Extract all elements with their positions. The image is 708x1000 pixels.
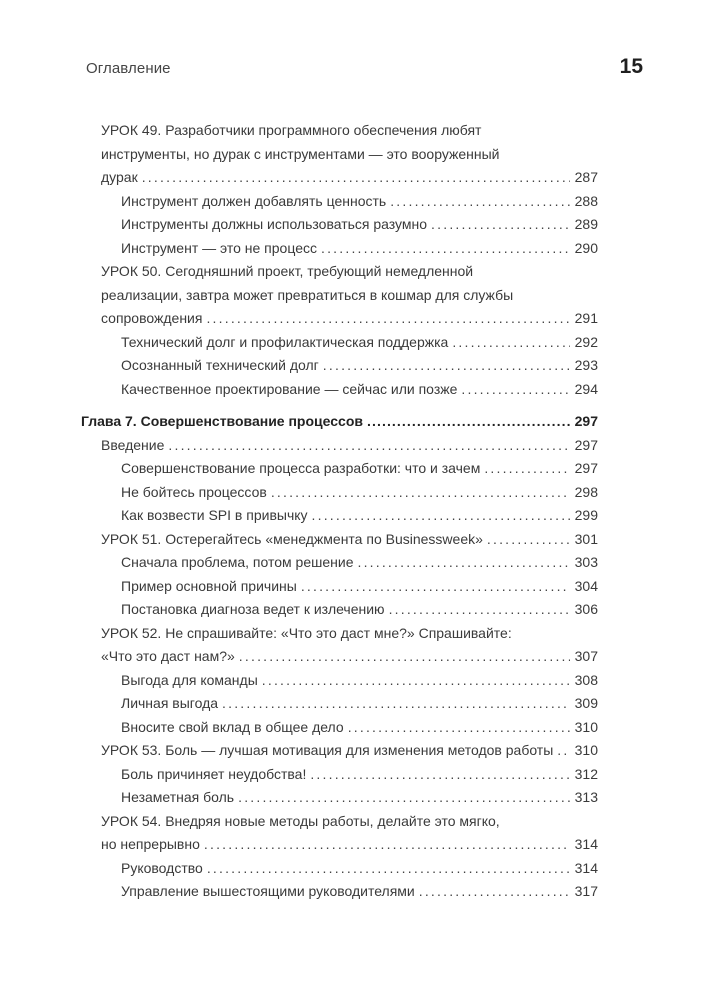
toc-entry-title: Руководство [121, 859, 203, 876]
toc-entry-title: Боль причиняет неудобства! [121, 765, 307, 782]
dotted-leader [207, 857, 570, 881]
toc-entry [81, 645, 598, 669]
toc-entry-title: УРОК 51. Остерегайтесь «менеджмента по Businessweek» [101, 530, 483, 547]
dotted-leader [348, 716, 570, 740]
toc-entry-page: 314 [574, 859, 598, 876]
toc-entry [81, 434, 598, 458]
toc-entry-page: 292 [574, 333, 598, 350]
toc-entry-title: Личная выгода [121, 695, 219, 711]
dotted-leader [487, 528, 570, 552]
toc-entry [81, 457, 598, 481]
toc-entry [81, 551, 598, 575]
dotted-leader [357, 551, 569, 575]
toc-entry [81, 284, 598, 308]
dotted-leader [484, 457, 569, 481]
toc-entry-title: Инструмент — это не процесс [121, 239, 317, 256]
toc-entry-page: 299 [574, 507, 598, 523]
dotted-leader [142, 166, 570, 190]
toc-entry-title: Инструмент должен добавлять ценность [121, 192, 387, 209]
dotted-leader [321, 237, 570, 261]
toc-entry-title: Управление вышестоящими руководителями [121, 883, 415, 899]
dotted-leader [419, 880, 570, 904]
toc-entry-title: Вносите свой вклад в общее дело [121, 718, 344, 735]
toc-entry-title: УРОК 53. Боль — лучшая мотивация для изменения методов работы [101, 742, 554, 758]
toc-entry [81, 213, 598, 237]
toc-entry-title: УРОК 54. Внедряя новые методы работы, делайте это мягко, [101, 812, 500, 829]
dotted-leader [557, 739, 569, 763]
toc-entry-title: Постановка диагноза ведет к излечению [121, 601, 385, 617]
toc-entry-title: Глава 7. Совершенствование процессов [81, 413, 363, 429]
toc-entry-title: Инструменты должны использоваться разумно [121, 216, 428, 232]
dotted-leader [431, 213, 570, 237]
toc-entry-title: дурак [101, 169, 138, 185]
toc-entry-page: 309 [574, 695, 598, 711]
dotted-leader [222, 692, 570, 716]
toc-entry-title: Технический долг и профилактическая поддержка [121, 333, 449, 350]
toc-entry [81, 528, 598, 552]
toc-entry [81, 786, 598, 810]
toc-entry-page: 301 [574, 530, 598, 547]
toc-entry-title: Как возвести SPI в привычку [121, 507, 308, 523]
toc-entry [81, 739, 598, 763]
toc-entry-title: УРОК 50. Сегодняшний проект, требующий немедленной [101, 263, 474, 279]
toc-entry [81, 669, 598, 693]
toc-entry [81, 166, 598, 190]
page-number: 15 [619, 55, 643, 78]
toc-entry-page: 313 [574, 789, 598, 805]
toc-entry-title: УРОК 52. Не спрашивайте: «Что это даст мне?» Спрашивайте: [101, 624, 512, 641]
toc-entry-title: Качественное проектирование — сейчас или позже [121, 380, 458, 397]
toc-entry [81, 307, 598, 331]
toc-entry [81, 260, 598, 284]
dotted-leader [389, 598, 570, 622]
toc-entry-page: 297 [574, 460, 598, 476]
toc-entry-page: 310 [574, 718, 598, 735]
toc-entry-page: 290 [574, 239, 598, 256]
dotted-leader [168, 434, 569, 458]
running-header [0, 0, 708, 79]
dotted-leader [310, 763, 569, 787]
toc-entry-page: 317 [574, 883, 598, 899]
dotted-leader [367, 410, 570, 434]
dotted-leader [239, 645, 570, 669]
toc-entry [81, 692, 598, 716]
toc-entry-page: 291 [574, 310, 598, 326]
toc-entry-title: инструменты, но дурак с инструментами — это вооруженный [101, 145, 500, 162]
toc-entry-page: 287 [574, 169, 598, 185]
dotted-leader [262, 669, 570, 693]
toc-entry-title: Пример основной причины [121, 577, 297, 594]
toc-entry [81, 598, 598, 622]
toc-entry [81, 354, 598, 378]
toc-entry-title: Введение [101, 436, 165, 453]
dotted-leader [323, 354, 570, 378]
toc-entry [81, 504, 598, 528]
toc-entry-page: 294 [574, 380, 598, 397]
toc-entry [81, 237, 598, 261]
toc-entry-page: 306 [574, 601, 598, 617]
toc-entry-page: 298 [574, 483, 598, 500]
dotted-leader [312, 504, 570, 528]
toc-entry [81, 622, 598, 646]
toc-entry-page: 288 [574, 192, 598, 209]
dotted-leader [271, 481, 570, 505]
toc-entry-page: 297 [574, 436, 598, 453]
toc-entry-page: 307 [574, 648, 598, 664]
running-header-title: Оглавление [86, 60, 171, 77]
toc-entry-page: 297 [574, 413, 598, 429]
dotted-leader [204, 833, 570, 857]
toc-entry-title: сопровождения [101, 310, 203, 326]
toc-entry-title: Осознанный технический долг [121, 357, 319, 373]
dotted-leader [390, 190, 569, 214]
toc-entry-page: 289 [574, 216, 598, 232]
toc-entry-page: 310 [574, 742, 598, 758]
toc-entry [81, 575, 598, 599]
toc-entry-title: Сначала проблема, потом решение [121, 554, 354, 570]
toc-entry [81, 410, 598, 434]
toc-entry [81, 143, 598, 167]
toc-entry-title: Выгода для команды [121, 671, 258, 688]
toc-entry-title: «Что это даст нам?» [101, 648, 235, 664]
toc-entry [81, 880, 598, 904]
dotted-leader [461, 378, 569, 402]
toc-entry [81, 331, 598, 355]
toc-entry-title: УРОК 49. Разработчики программного обеспечения любят [101, 122, 482, 138]
toc-entry-title: реализации, завтра может превратиться в кошмар для службы [101, 286, 514, 303]
dotted-leader [238, 786, 570, 810]
toc-entry [81, 378, 598, 402]
toc-entry [81, 190, 598, 214]
toc-entry [81, 810, 598, 834]
toc-entry-page: 293 [574, 357, 598, 373]
toc-entry-title: Не бойтесь процессов [121, 483, 267, 500]
toc-entry [81, 481, 598, 505]
toc-entry [81, 763, 598, 787]
dotted-leader [301, 575, 570, 599]
toc-entry-page: 303 [574, 554, 598, 570]
toc-entry-title: Незаметная боль [121, 789, 235, 805]
toc-entry-page: 312 [574, 765, 598, 782]
toc-entry-page: 314 [574, 836, 598, 852]
toc-entry [81, 857, 598, 881]
toc-entry-title: Совершенствование процесса разработки: что и зачем [121, 460, 481, 476]
toc-entry-title: но непрерывно [101, 836, 200, 852]
toc-list [0, 119, 708, 904]
toc-entry [81, 716, 598, 740]
toc-entry [81, 119, 598, 143]
toc-entry-page: 308 [574, 671, 598, 688]
toc-entry [81, 833, 598, 857]
dotted-leader [206, 307, 569, 331]
dotted-leader [452, 331, 569, 355]
toc-entry-page: 304 [574, 577, 598, 594]
